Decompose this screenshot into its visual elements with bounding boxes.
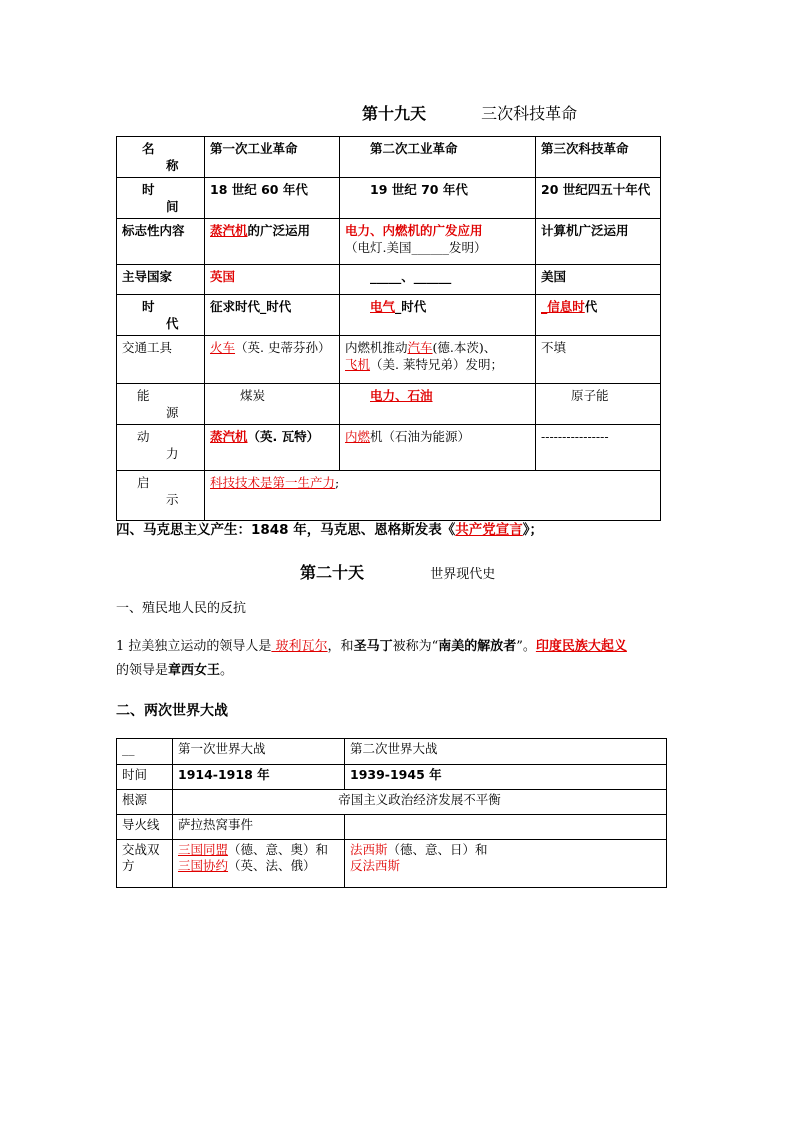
war-header-first: 第一次世界大战 xyxy=(173,739,345,765)
power-first: 蒸汽机（英. 瓦特） xyxy=(205,425,340,471)
table-row xyxy=(117,765,667,790)
war-header-blank: __ xyxy=(117,739,173,765)
row-label-marker: 标志性内容 xyxy=(117,219,205,265)
table-row xyxy=(117,295,661,336)
day20-title-b: 世界现代史 xyxy=(430,567,496,582)
day19-title xyxy=(362,101,577,124)
lead-second: _____、______ xyxy=(340,265,536,295)
war-row-label-sides: 交战双方 xyxy=(117,840,173,888)
row-label-lead: 主导国家 xyxy=(117,265,205,295)
table-row xyxy=(117,425,661,471)
header-first: 第一次工业革命 xyxy=(205,137,340,178)
power-third: ---------------- xyxy=(536,425,661,471)
table-row xyxy=(117,739,667,765)
time-second: 19 世纪 70 年代 xyxy=(340,178,536,219)
row-label-time: 时 间 xyxy=(117,178,205,219)
header-third: 第三次科技革命 xyxy=(536,137,661,178)
transport-first: 火车（英. 史蒂芬孙） xyxy=(205,336,340,384)
era-third: _信息时代 xyxy=(536,295,661,336)
war-header-second: 第二次世界大战 xyxy=(345,739,667,765)
table-row xyxy=(117,336,661,384)
table-row xyxy=(117,384,661,425)
day20-title-a: 第二十天 xyxy=(300,563,365,582)
row-label-energy: 能 源 xyxy=(117,384,205,425)
table-row xyxy=(117,790,667,815)
row-label-era: 时 代 xyxy=(117,295,205,336)
era-first: 征求时代_时代 xyxy=(205,295,340,336)
world-war-table xyxy=(116,738,667,888)
transport-third: 不填 xyxy=(536,336,661,384)
time-third: 20 世纪四五十年代 xyxy=(536,178,661,219)
section1-paragraph: 1 拉美独立运动的领导人是 玻利瓦尔，和圣马丁被称为“南美的解放者”。印度民族大起义 的领导是章西女王。 xyxy=(116,639,627,678)
row-label-power: 动 力 xyxy=(117,425,205,471)
row-label-transport: 交通工具 xyxy=(117,336,205,384)
table-row xyxy=(117,471,661,521)
energy-first: 煤炭 xyxy=(205,384,340,425)
marker-first: 蒸汽机的广泛运用 xyxy=(205,219,340,265)
war-row-label-time: 时间 xyxy=(117,765,173,790)
lead-first: 英国 xyxy=(205,265,340,295)
time-first: 18 世纪 60 年代 xyxy=(205,178,340,219)
energy-second: 电力、石油 xyxy=(340,384,536,425)
era-second: 电气_时代 xyxy=(340,295,536,336)
war-row-label-root: 根源 xyxy=(117,790,173,815)
table-row xyxy=(117,840,667,888)
table-row xyxy=(117,815,667,840)
insight-text: 科技技术是第一生产力; xyxy=(205,471,661,521)
transport-second: 内燃机推动汽车(德.本茨)、 飞机（美. 莱特兄弟）发明； xyxy=(340,336,536,384)
war-time-first: 1914-1918 年 xyxy=(173,765,345,790)
section1-heading: 一、殖民地人民的反抗 xyxy=(116,601,247,616)
war-fuse-first: 萨拉热窝事件 xyxy=(173,815,345,840)
marker-third: 计算机广泛运用 xyxy=(536,219,661,265)
war-sides-second: 法西斯（德、意、日）和 反法西斯 xyxy=(345,840,667,888)
lead-third: 美国 xyxy=(536,265,661,295)
war-fuse-second xyxy=(345,815,667,840)
day19-title-b: 三次科技革命 xyxy=(481,104,578,123)
revolution-table xyxy=(116,136,661,521)
day19-title-a: 第十九天 xyxy=(362,104,427,123)
header-name: 名 称 xyxy=(117,137,205,178)
table-row xyxy=(117,178,661,219)
power-second: 内燃机（石油为能源） xyxy=(340,425,536,471)
table-row xyxy=(117,137,661,178)
war-row-label-fuse: 导火线 xyxy=(117,815,173,840)
table-row xyxy=(117,265,661,295)
row-label-insight: 启 示 xyxy=(117,471,205,521)
day20-title xyxy=(300,560,495,583)
war-root: 帝国主义政治经济发展不平衡 xyxy=(173,790,667,815)
war-time-second: 1939-1945 年 xyxy=(345,765,667,790)
marker-second: 电力、内燃机的广发应用 （电灯.美国______发明） xyxy=(340,219,536,265)
energy-third: 原子能 xyxy=(536,384,661,425)
marx-line: 四、马克思主义产生：1848 年，马克思、恩格斯发表《共产党宣言》； xyxy=(116,522,544,538)
table-row xyxy=(117,219,661,265)
section2-heading: 二、两次世界大战 xyxy=(116,703,228,719)
war-sides-first: 三国同盟（德、意、奥）和三国协约（英、法、俄） xyxy=(173,840,345,888)
header-second: 第二次工业革命 xyxy=(340,137,536,178)
